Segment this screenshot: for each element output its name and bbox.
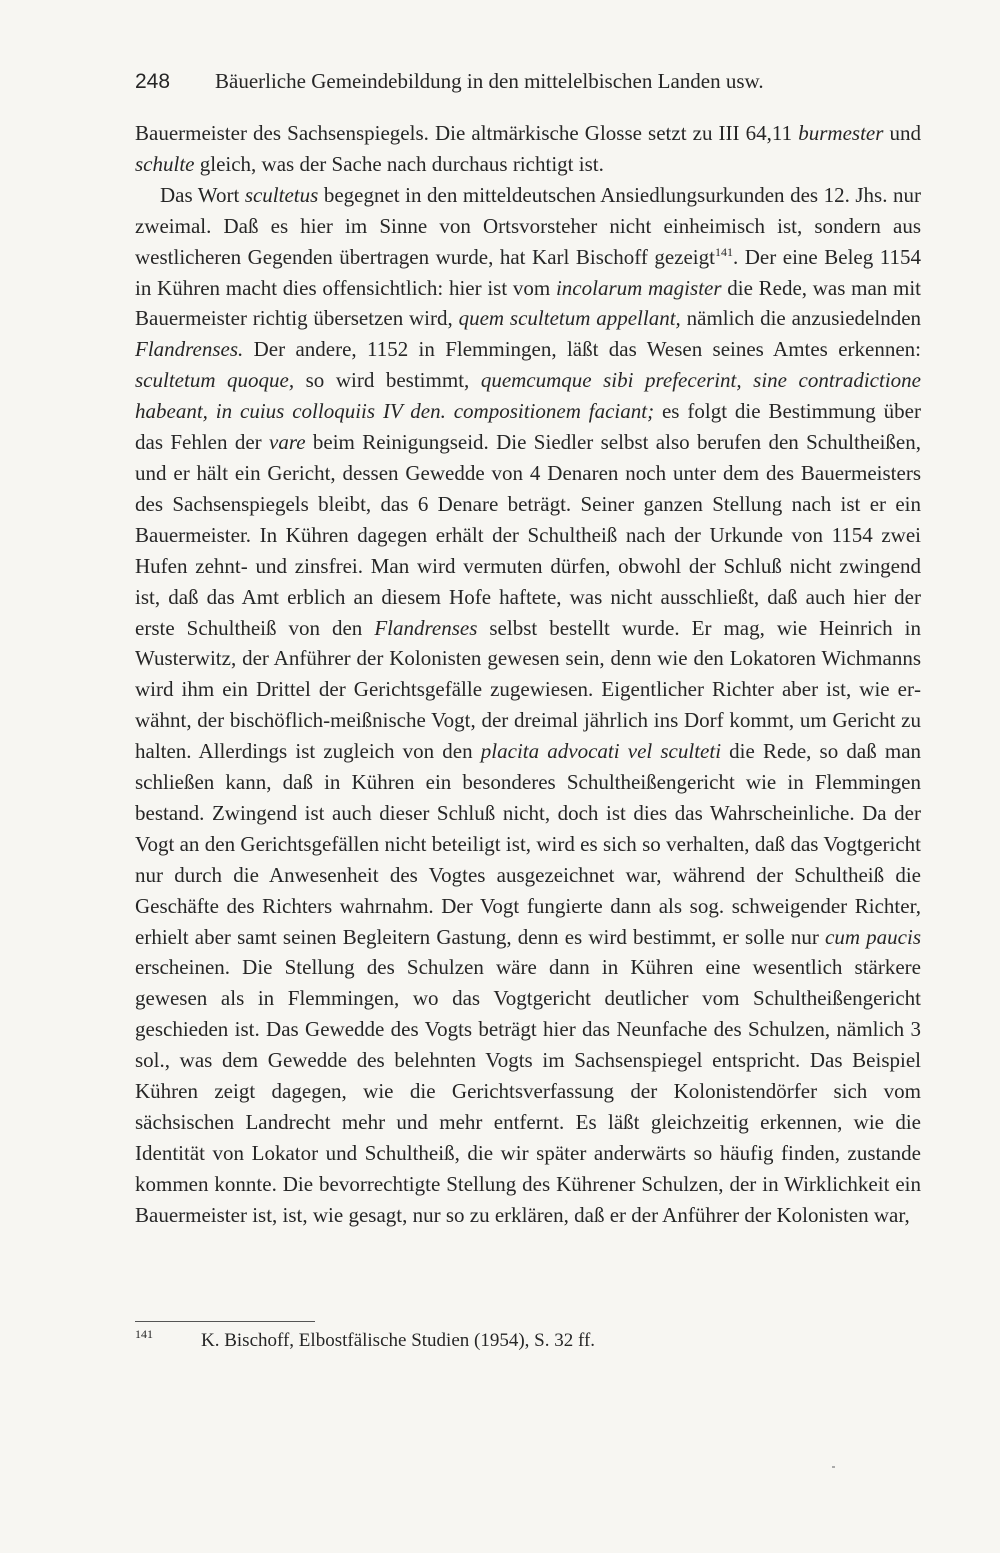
italic-term: placita advocati vel sculteti — [480, 739, 722, 764]
footnote-number — [135, 1327, 201, 1355]
italic-term: scultetus — [244, 182, 319, 207]
running-title: Bäuerliche Gemeindebildung in den mittelelbischen Landen usw. — [215, 69, 764, 93]
italic-term: schulte — [135, 151, 195, 176]
text-run: selbst bestellt wurde. Er mag, wie Heinrich in Wusterwitz, der Anführer der Kolonisten gewesen sein, denn wie den Lokatoren Wichmanns wird ihm ein Drittel der Gerichtsgefälle zugewiesen. Eigentlicher Richter aber ist, wie erwähnt, der bischöflich-meißnische Vogt, der dreimal jährlich ins Dorf kommt, um Gericht zu halten. Allerdings ist zugleich von den — [135, 615, 921, 764]
italic-term: incolarum magister — [555, 275, 722, 300]
text-run: die Rede, so daß man schließen kann, daß in Kühren ein besonderes Schultheißengericht wie in Flemmingen bestand. Zwingend ist auch dieser Schluß nicht, doch ist dies das Wahrscheinliche. Da der Vogt an den Gerichtsgefällen nicht beteiligt ist, wird es sich so verhalten, daß das Vogtgericht nur durch die Anwesenheit des Vogtes ausgezeichnet war, während der Schultheiß die Geschäfte des Richters wahrnahm. Der Vogt fungierte dann als sog. schweigender Richter, erhielt aber samt seinen Begleitern Gastung, denn es wird bestimmt, er solle nur — [135, 739, 922, 949]
text-run: nämlich die anzusiedelnden — [680, 306, 922, 331]
text-run: Der andere, 1152 in Flemmingen, läßt das Wesen seines Amtes erkennen: — [243, 337, 921, 362]
text-run: Das Wort — [160, 182, 245, 207]
italic-term: quem scultetum appellant, — [458, 306, 681, 331]
footnote-divider — [135, 1321, 315, 1322]
italic-term: quemcumque sibi prefecerint, sine contradictione habeant, in cuius colloquiis IV den. compositionem faciant; — [135, 368, 921, 424]
text-run: beim Reinigungseid. Die Siedler selbst also berufen den Schultheißen, und er hält ein Gericht, dessen Gewedde von 4 Denaren noch unter dem des Bauermeisters des Sachsenspiegels bleibt, das 6 Denare beträgt. Seiner ganzen Stellung nach ist er ein Bauermeister. In Kühren dagegen erhält der Schultheiß nach der Urkunde von 1154 zwei Hufen zehnt- und zinsfrei. Man wird vermuten dürfen, obwohl der Schluß nicht zwingend ist, daß das Amt erblich an diesem Hofe haftete, was nicht ausschließt, daß auch hier der erste Schultheiß von den — [135, 430, 922, 640]
main-text — [135, 118, 921, 1231]
footnote — [135, 1327, 921, 1355]
text-run: es folgt die Bestimmung über das Fehlen der — [135, 399, 921, 455]
footnote-text: K. Bischoff, Elbostfälische Studien (1954), S. 32 ff. — [201, 1330, 596, 1351]
text-run: und — [883, 121, 922, 145]
text-run: Bauermeister des Sachsenspiegels. Die altmärkische Glosse setzt zu III 64,11 — [135, 121, 793, 145]
italic-term: scultetum quoque, — [135, 368, 295, 393]
scan-speck — [832, 1466, 835, 1468]
text-run: begegnet in den mitteldeutschen Ansiedlungsurkunden des 12. Jhs. nur zweimal. Daß es hier im Sinne von Ortsvorsteher nicht einheimisch ist, sondern aus westlicheren Gegenden übertragen wurde, hat Karl Bischoff gezeigt — [135, 182, 921, 269]
text-run: . Der eine Beleg 1154 in Kühren macht dies offensichtlich: hier ist vom — [135, 244, 921, 300]
running-header — [135, 66, 925, 97]
text-run: gleich, was der Sache nach durchaus richtigt ist. — [194, 151, 604, 176]
italic-term: burmester — [798, 121, 884, 145]
paragraph-continued — [135, 118, 921, 180]
italic-term: Flandrenses — [374, 615, 478, 640]
italic-term: Flandrenses. — [135, 337, 244, 362]
italic-term: vare — [269, 430, 306, 455]
text-run: die Rede, was man mit Bauermeister richtig übersetzen wird, — [135, 275, 922, 331]
footnote-ref: 141 — [714, 244, 733, 259]
page-number: 248 — [135, 70, 171, 93]
paragraph — [135, 180, 921, 1231]
text-run: erscheinen. Die Stellung des Schulzen wäre dann in Kühren eine wesentlich stärkere gewesen als in Flemmingen, wo das Vogtgericht deutlicher vom Schultheißengericht geschieden ist. Das Gewedde des Vogts beträgt hier das Neunfache des Schulzen, nämlich 3 sol., was dem Gewedde des belehnten Vogts im Sachsenspiegel entspricht. Das Beispiel Kühren zeigt dagegen, wie die Gerichtsverfassung der Kolonistendörfer sich vom sächsischen Landrecht mehr und mehr entfernt. Es läßt gleichzeitig erkennen, wie die Identität von Lokator und Schultheiß, die wir später anderwärts so häufig finden, zustande kommen konnte. Die bevorrechtigte Stellung des Kührener Schulzen, der in Wirklichkeit ein Bauermeister ist, ist, wie gesagt, nur so zu erklären, daß er der Anführer der Kolonisten war, — [135, 955, 921, 1227]
text-run: so wird bestimmt, — [294, 368, 481, 393]
footnote-number-label: 141 — [135, 1327, 153, 1341]
italic-term: cum paucis — [825, 924, 921, 949]
